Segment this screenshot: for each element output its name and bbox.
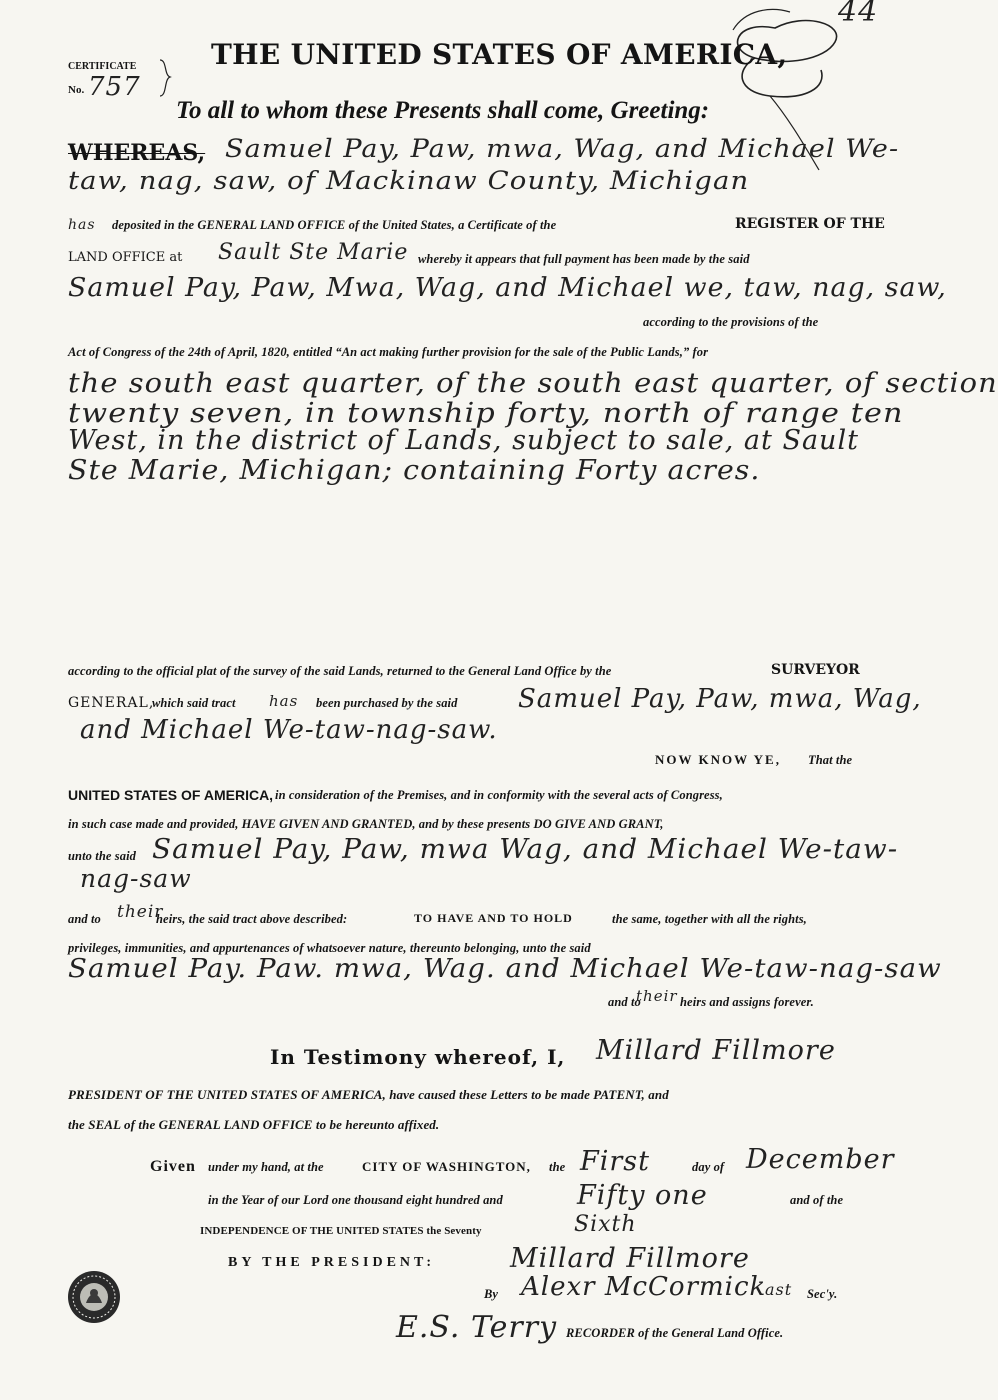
certificate-no-label: No. [68,84,85,96]
grantee-handwriting-line2: nag-saw [80,864,192,893]
month-handwriting: December [746,1144,895,1175]
by-text: By [484,1287,499,1301]
secretary-ast: ast [765,1280,793,1299]
page-number: 44 [838,0,879,29]
president-signature-testimony: Millard Fillmore [596,1035,836,1066]
has-handwriting-2: has [269,692,299,710]
and-to: and to [68,912,101,926]
secretary-signature: Alexr McCormick [521,1272,767,1302]
their-handwriting-2: their [636,987,678,1005]
by-the-president: BY THE PRESIDENT: [228,1255,435,1270]
whereas-handwriting-line1: Samuel Pay, Paw, mwa, Wag, and Michael We- [225,134,900,163]
city-of-washington: CITY OF WASHINGTON, [362,1159,531,1174]
rights-text: the same, together with all the rights, [612,912,807,926]
now-know-ye: NOW KNOW YE, [655,752,781,767]
act-of-congress-text: Act of Congress of the 24th of April, 1820, entitled “An act making further provision for the sale of the Public Lands,” for [68,345,709,359]
land-office-at: LAND OFFICE at [68,250,183,265]
independence-year: Sixth [574,1212,637,1237]
full-payment-text: whereby it appears that full payment has been made by the said [418,252,750,266]
consideration-text: in consideration of the Premises, and in conformity with the several acts of Congress, [275,788,723,802]
payer-handwriting: Samuel Pay, Paw, Mwa, Wag, and Michael we, taw, nag, saw, [68,273,947,303]
habendum: TO HAVE AND TO HOLD [414,911,573,925]
has-handwriting: has [68,217,96,233]
which-said-tract: which said tract [152,696,236,710]
document-title: THE UNITED STATES OF AMERICA, [211,38,788,71]
survey-text: according to the official plat of the survey of the said Lands, returned to the General Land Office by the [68,664,612,678]
whereas-handwriting-line2: taw, nag, saw, of Mackinaw County, Michigan [68,166,750,195]
seal-icon [66,1269,122,1325]
general-text: GENERAL, [68,695,155,711]
land-description-line1: the south east quarter, of the south east quarter, of section [68,368,998,399]
year-text: in the Year of our Lord one thousand eight hundred and [208,1193,503,1207]
whereas-label: WHEREAS, [68,140,206,166]
day-of-text: day of [692,1160,725,1174]
grantee-handwriting-line1: Samuel Pay, Paw, mwa Wag, and Michael We-taw- [152,834,899,865]
independence-text: INDEPENDENCE OF THE UNITED STATES the Seventy [200,1225,482,1237]
in-testimony: In Testimony whereof, I, [270,1045,566,1069]
given-label: Given [150,1158,196,1175]
secretary-title: Sec'y. [807,1287,838,1301]
and-of-the: and of the [790,1193,844,1207]
register-text: REGISTER OF THE [735,216,885,232]
greeting: To all to whom these Presents shall come, Greeting: [176,97,710,124]
land-description-line4: Ste Marie, Michigan; containing Forty acres. [68,455,761,486]
recorder-signature: E.S. Terry [396,1310,558,1345]
heirs-forever: heirs and assigns forever. [680,995,814,1009]
surveyor-text: SURVEYOR [771,662,860,678]
their-handwriting: their [117,902,164,922]
testimony-line2: the SEAL of the GENERAL LAND OFFICE to be hereunto affixed. [68,1117,440,1132]
brace [158,58,172,98]
purchaser-handwriting-line2: and Michael We-taw-nag-saw. [80,715,498,745]
given-text: under my hand, at the [208,1160,324,1174]
usa-grant: UNITED STATES OF AMERICA, [68,787,274,803]
recorder-title: RECORDER of the General Land Office. [566,1326,784,1340]
day-handwriting: First [580,1146,650,1177]
year-handwriting: Fifty one [577,1180,708,1211]
certificate-label: CERTIFICATE [68,61,137,72]
purchased-text: been purchased by the said [316,696,458,710]
and-to-2: and to [608,995,641,1009]
the-text: the [549,1160,566,1174]
land-office-place: Sault Ste Marie [218,240,409,265]
deposit-text: deposited in the GENERAL LAND OFFICE of the United States, a Certificate of the [112,218,557,232]
unto-the-said: unto the said [68,849,136,863]
purchaser-handwriting-line1: Samuel Pay, Paw, mwa, Wag, [518,684,922,714]
privileges-text: privileges, immunities, and appurtenances of whatsoever nature, thereunto belonging, unto the said [68,941,591,955]
testimony-line1: PRESIDENT OF THE UNITED STATES OF AMERICA, have caused these Letters to be made PATENT, and [68,1087,669,1102]
grant-text: in such case made and provided, HAVE GIVEN AND GRANTED, and by these presents DO GIVE AND GRANT, [68,817,664,831]
land-description-line2: twenty seven, in township forty, north of range ten [68,398,904,429]
according-text: according to the provisions of the [643,315,819,329]
land-description-line3: West, in the district of Lands, subject to sale, at Sault [68,425,859,456]
heirs-text: heirs, the said tract above described: [156,912,348,926]
certificate-number: 757 [88,72,141,102]
president-signature: Millard Fillmore [510,1243,750,1274]
that-the: That the [808,753,853,767]
grantee-handwriting-line3: Samuel Pay. Paw. mwa, Wag. and Michael We-taw-nag-saw [68,954,942,984]
